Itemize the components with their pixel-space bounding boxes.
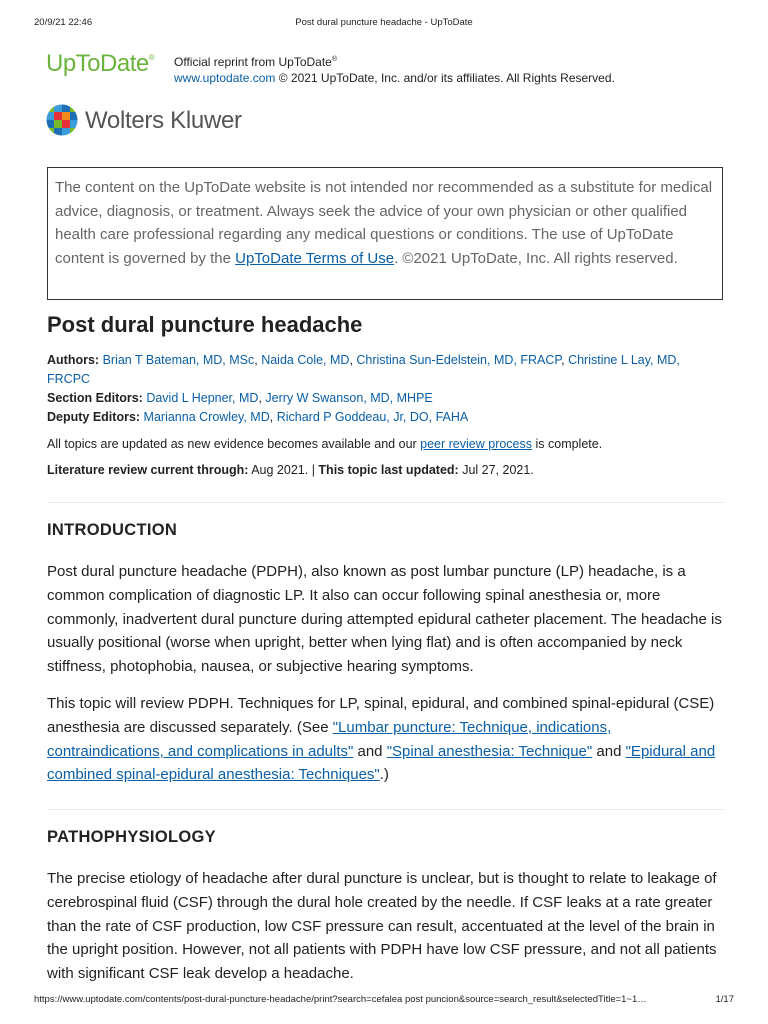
section-divider xyxy=(47,502,723,503)
literature-review-line xyxy=(47,461,723,480)
authors-label: Authors: xyxy=(47,353,100,367)
lumbar-puncture-link[interactable]: "Lumbar puncture: Technique, indications, contraindications, and complications in adults" xyxy=(47,718,612,760)
editor-link[interactable]: David L Hepner, MD xyxy=(146,391,259,405)
print-footer xyxy=(34,994,734,1008)
authors-line: Authors: Brian T Bateman, MD, MSc, Naida Cole, MD, Christina Sun-Edelstein, MD, FRACP, Christine L Lay, MD, FRCPC xyxy=(47,353,680,386)
uptodate-site-link[interactable]: www.uptodate.com xyxy=(174,71,276,85)
editor-link[interactable]: Richard P Goddeau, Jr, DO, FAHA xyxy=(276,410,469,424)
page-number: 1/17 xyxy=(715,994,734,1005)
reprint-line: Official reprint from UpToDate xyxy=(174,55,332,69)
disclaimer-copyright: . ©2021 UpToDate, Inc. All rights reserved. xyxy=(394,249,678,267)
epidural-anesthesia-link[interactable]: "Epidural and combined spinal-epidural anesthesia: Techniques" xyxy=(47,742,716,784)
publisher-name: Wolters Kluwer xyxy=(85,107,242,134)
uptodate-logo: UpToDate® xyxy=(46,50,155,77)
lit-review-value: Aug 2021. | xyxy=(248,463,319,477)
brand-row xyxy=(46,50,726,86)
disclaimer-box xyxy=(47,167,723,300)
author-link[interactable]: Christine L Lay, MD, FRCPC xyxy=(47,353,680,386)
section-heading-pathophysiology: PATHOPHYSIOLOGY xyxy=(47,828,216,846)
spinal-anesthesia-link[interactable]: "Spinal anesthesia: Technique" xyxy=(386,742,593,760)
peer-review-link[interactable]: peer review process xyxy=(420,437,533,451)
print-datetime: 20/9/21 22:46 xyxy=(34,17,93,28)
intro-paragraph-2: This topic will review PDPH. Techniques for LP, spinal, epidural, and combined spinal-epidural (CSE) anesthesia are discussed separately. (See "Lumbar puncture: Technique, indications, contraindications, and complications in adults" and "Spinal anesthesia: Technique" and "Epidural and combined spinal-epidural anesthesia: Techniques".) xyxy=(47,695,716,784)
copyright-text: © 2021 UpToDate, Inc. and/or its affiliates. All Rights Reserved. xyxy=(275,71,615,85)
section-divider xyxy=(47,809,723,810)
print-header xyxy=(34,17,734,31)
print-page-title: Post dural puncture headache - UpToDate xyxy=(295,17,473,28)
pathophysiology-paragraph-1: The precise etiology of headache after dural puncture is unclear, but is thought to relate to leakage of cerebrospinal fluid (CSF) through the dural hole created by the needle. If CSF leaks at a rate greater than the rate of CSF production, low CSF pressure can result, accentuated at the level of the brain in the upright position. However, not all patients with PDPH have low CSF pressure, and not all patients with significant CSF leak develop a headache. xyxy=(47,870,717,983)
update-note: All topics are updated as new evidence becomes available and our peer review process is complete. xyxy=(47,437,603,451)
deputy-editors-label: Deputy Editors: xyxy=(47,410,141,424)
editor-link[interactable]: Marianna Crowley, MD xyxy=(143,410,270,424)
article-title: Post dural puncture headache xyxy=(47,312,363,337)
author-link[interactable]: Christina Sun-Edelstein, MD, FRACP xyxy=(356,353,562,367)
last-updated-label: This topic last updated: xyxy=(318,463,459,477)
section-heading-introduction: INTRODUCTION xyxy=(47,521,178,539)
print-url: https://www.uptodate.com/contents/post-dural-puncture-headache/print?search=cefalea post puncion&source=search_result&selectedTitle=1~1… xyxy=(34,994,647,1005)
section-editors-label: Section Editors: xyxy=(47,391,143,405)
lit-review-label: Literature review current through: xyxy=(47,463,249,477)
disclaimer-text: The content on the UpToDate website is not intended nor recommended as a substitute for medical advice, diagnosis, or treatment. Always seek the advice of your own physician or other qualified health care professional regarding any medical questions or conditions. The use of UpToDate content is governed by the xyxy=(55,179,713,267)
reprint-notice: Official reprint from UpToDate® www.uptodate.com © 2021 UpToDate, Inc. and/or its affiliates. All Rights Reserved. xyxy=(174,55,615,85)
author-link[interactable]: Brian T Bateman, MD, MSc xyxy=(102,353,255,367)
publisher-logo xyxy=(46,103,306,137)
intro-paragraph-1: Post dural puncture headache (PDPH), also known as post lumbar puncture (LP) headache, is a common complication of diagnostic LP. It also can occur following spinal anesthesia or, more commonly, inadvertent dural puncture during attempted epidural catheter placement. The headache is usually positional (worse when upright, better when lying flat) and is often accompanied by neck stiffness, photophobia, nausea, or subjective hearing symptoms. xyxy=(47,563,722,676)
terms-of-use-link[interactable]: UpToDate Terms of Use xyxy=(235,249,395,267)
last-updated-value: Jul 27, 2021. xyxy=(458,463,534,477)
section-editors-line: Section Editors: David L Hepner, MD, Jerry W Swanson, MD, MHPE xyxy=(47,391,433,405)
author-link[interactable]: Naida Cole, MD xyxy=(261,353,350,367)
wolters-kluwer-globe-icon xyxy=(46,104,78,136)
editor-link[interactable]: Jerry W Swanson, MD, MHPE xyxy=(265,391,433,405)
deputy-editors-line: Deputy Editors: Marianna Crowley, MD, Richard P Goddeau, Jr, DO, FAHA xyxy=(47,410,469,424)
